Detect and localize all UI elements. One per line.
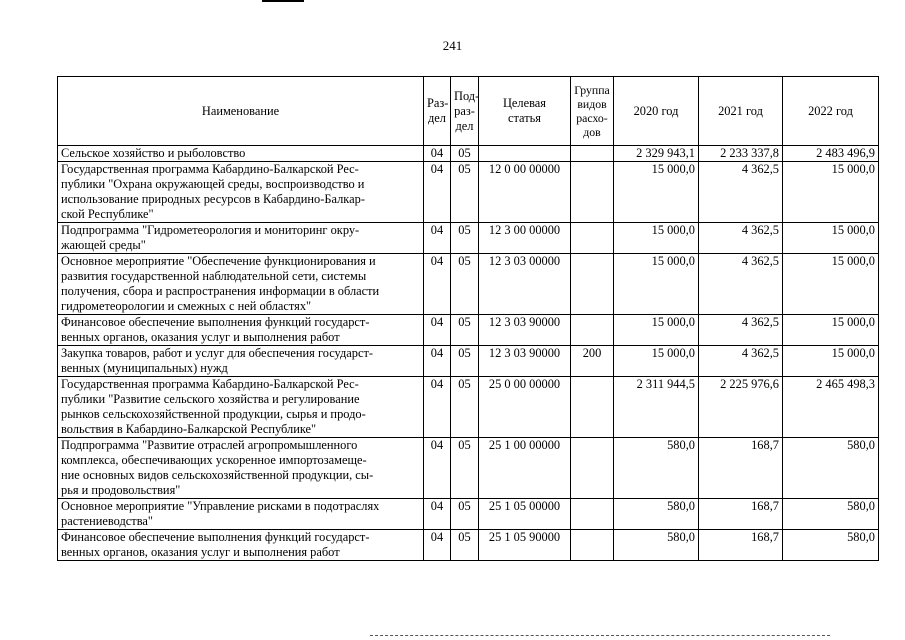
cell-name: Финансовое обеспечение выполнения функций государст- венных органов, оказания услуг и выполнения работ	[58, 530, 424, 561]
page-number: 241	[442, 38, 463, 53]
cell-2021: 2 233 337,8	[699, 146, 783, 162]
cell-2022: 580,0	[783, 530, 879, 561]
cell-2021: 168,7	[699, 499, 783, 530]
cell-razdel: 04	[424, 315, 451, 346]
cell-2022: 15 000,0	[783, 346, 879, 377]
cell-podrazdel: 05	[451, 530, 479, 561]
table-row	[58, 499, 879, 530]
cell-gruppa-vidov	[571, 315, 614, 346]
cell-gruppa-vidov	[571, 530, 614, 561]
cell-celevaya-statya: 25 0 00 00000	[479, 377, 571, 438]
cell-gruppa-vidov	[571, 438, 614, 499]
cell-name: Основное мероприятие "Обеспечение функционирования и развития государственной наблюдательной сети, системы получения, сбора и распространения информации в области гидрометеорологии и смежных с ней областях"	[58, 254, 424, 315]
header-gruppa-vidov: Группа видов расхо- дов	[571, 77, 614, 146]
cell-gruppa-vidov	[571, 162, 614, 223]
cell-gruppa-vidov	[571, 377, 614, 438]
cell-podrazdel: 05	[451, 438, 479, 499]
cell-2021: 168,7	[699, 530, 783, 561]
budget-table	[57, 76, 879, 561]
cell-2022: 15 000,0	[783, 162, 879, 223]
header-razdel: Раз- дел	[424, 77, 451, 146]
header-2022: 2022 год	[783, 77, 879, 146]
cell-podrazdel: 05	[451, 346, 479, 377]
table-row	[58, 146, 879, 162]
cell-razdel: 04	[424, 254, 451, 315]
cell-2021: 4 362,5	[699, 346, 783, 377]
cell-2020: 15 000,0	[614, 315, 699, 346]
cell-2022: 15 000,0	[783, 254, 879, 315]
cell-2020: 15 000,0	[614, 223, 699, 254]
cell-2020: 580,0	[614, 499, 699, 530]
cell-2021: 4 362,5	[699, 162, 783, 223]
cell-podrazdel: 05	[451, 315, 479, 346]
cell-name: Сельское хозяйство и рыболовство	[58, 146, 424, 162]
cell-celevaya-statya: 12 3 00 00000	[479, 223, 571, 254]
cell-2021: 4 362,5	[699, 254, 783, 315]
cell-celevaya-statya: 12 3 03 90000	[479, 346, 571, 377]
cell-razdel: 04	[424, 438, 451, 499]
cell-gruppa-vidov	[571, 254, 614, 315]
cell-razdel: 04	[424, 146, 451, 162]
cell-gruppa-vidov	[571, 499, 614, 530]
cell-2020: 2 311 944,5	[614, 377, 699, 438]
cell-celevaya-statya: 25 1 05 00000	[479, 499, 571, 530]
header-name: Наименование	[58, 77, 424, 146]
table-row	[58, 315, 879, 346]
table-header-row	[58, 77, 879, 146]
cell-2021: 2 225 976,6	[699, 377, 783, 438]
header-celevaya-statya: Целевая статья	[479, 77, 571, 146]
cell-name: Финансовое обеспечение выполнения функций государст- венных органов, оказания услуг и выполнения работ	[58, 315, 424, 346]
cell-2020: 580,0	[614, 438, 699, 499]
cell-2020: 15 000,0	[614, 346, 699, 377]
cell-name: Подпрограмма "Гидрометеорология и мониторинг окру- жающей среды"	[58, 223, 424, 254]
cell-2022: 15 000,0	[783, 223, 879, 254]
cell-celevaya-statya: 25 1 00 00000	[479, 438, 571, 499]
cell-celevaya-statya: 12 3 03 00000	[479, 254, 571, 315]
table-row	[58, 438, 879, 499]
cell-razdel: 04	[424, 499, 451, 530]
cell-2021: 4 362,5	[699, 223, 783, 254]
cell-podrazdel: 05	[451, 223, 479, 254]
header-2021: 2021 год	[699, 77, 783, 146]
cell-celevaya-statya: 12 3 03 90000	[479, 315, 571, 346]
cell-2022: 2 465 498,3	[783, 377, 879, 438]
bottom-scan-rule	[370, 635, 830, 637]
cell-celevaya-statya: 25 1 05 90000	[479, 530, 571, 561]
cell-name: Основное мероприятие "Управление рисками в подотраслях растениеводства"	[58, 499, 424, 530]
cell-name: Закупка товаров, работ и услуг для обеспечения государст- венных (муниципальных) нужд	[58, 346, 424, 377]
cell-razdel: 04	[424, 162, 451, 223]
cell-2020: 580,0	[614, 530, 699, 561]
cell-2022: 2 483 496,9	[783, 146, 879, 162]
table-row	[58, 346, 879, 377]
cell-podrazdel: 05	[451, 499, 479, 530]
table-row	[58, 530, 879, 561]
cell-2020: 15 000,0	[614, 254, 699, 315]
top-edge-line	[262, 0, 304, 2]
cell-razdel: 04	[424, 223, 451, 254]
table-row	[58, 254, 879, 315]
cell-2020: 15 000,0	[614, 162, 699, 223]
cell-name: Подпрограмма "Развитие отраслей агропромышленного комплекса, обеспечивающих ускоренное импортозамеще- ние основных видов сельскохозяйственной продукции, сы- рья и продовольствия"	[58, 438, 424, 499]
cell-gruppa-vidov	[571, 223, 614, 254]
cell-2022: 580,0	[783, 499, 879, 530]
cell-2020: 2 329 943,1	[614, 146, 699, 162]
cell-celevaya-statya: 12 0 00 00000	[479, 162, 571, 223]
table-row	[58, 162, 879, 223]
cell-razdel: 04	[424, 530, 451, 561]
header-podrazdel: Под- раз- дел	[451, 77, 479, 146]
cell-razdel: 04	[424, 346, 451, 377]
cell-2021: 4 362,5	[699, 315, 783, 346]
cell-razdel: 04	[424, 377, 451, 438]
cell-celevaya-statya	[479, 146, 571, 162]
table-row	[58, 377, 879, 438]
cell-2022: 15 000,0	[783, 315, 879, 346]
cell-podrazdel: 05	[451, 162, 479, 223]
cell-podrazdel: 05	[451, 254, 479, 315]
cell-podrazdel: 05	[451, 146, 479, 162]
cell-2022: 580,0	[783, 438, 879, 499]
cell-2021: 168,7	[699, 438, 783, 499]
cell-podrazdel: 05	[451, 377, 479, 438]
cell-gruppa-vidov	[571, 146, 614, 162]
header-2020: 2020 год	[614, 77, 699, 146]
cell-name: Государственная программа Кабардино-Балкарской Рес- публики "Охрана окружающей среды, воспроизводство и использование природных ресурсов в Кабардино-Балкар- ской Республике"	[58, 162, 424, 223]
cell-gruppa-vidov: 200	[571, 346, 614, 377]
table-row	[58, 223, 879, 254]
cell-name: Государственная программа Кабардино-Балкарской Рес- публики "Развитие сельского хозяйства и регулирование рынков сельскохозяйственной продукции, сырья и продо- вольствия в Кабардино-Балкарской Республике"	[58, 377, 424, 438]
